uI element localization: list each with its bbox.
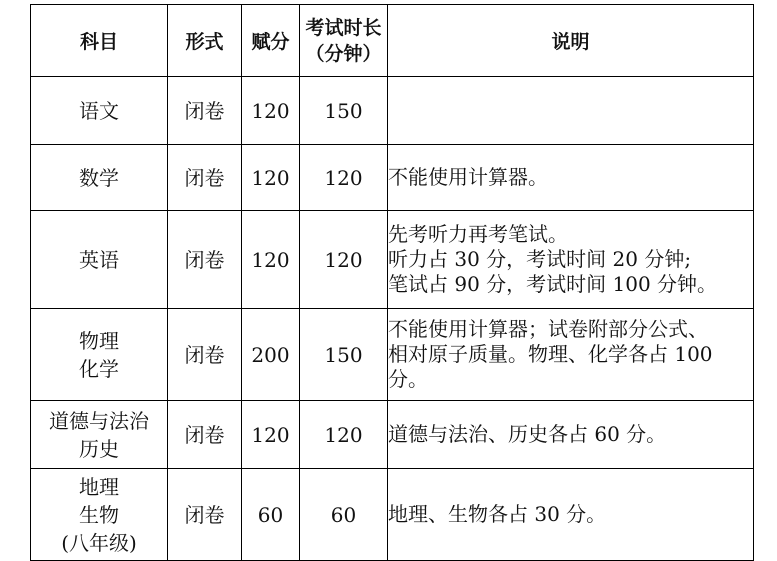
cell-format: 闭卷	[168, 145, 242, 211]
cell-subject	[31, 77, 168, 145]
cell-score: 120	[242, 401, 300, 469]
header-score: 赋分	[242, 5, 300, 77]
cell-format: 闭卷	[168, 77, 242, 145]
cell-notes	[388, 211, 754, 309]
note-line: 不能使用计算器。	[388, 165, 548, 189]
cell-format: 闭卷	[168, 401, 242, 469]
cell-score: 60	[242, 469, 300, 561]
subject-line: 地理	[79, 474, 119, 499]
header-duration-line2: （分钟）	[305, 42, 382, 65]
table-row	[31, 469, 754, 561]
cell-score: 120	[242, 77, 300, 145]
subject-line: 生物	[79, 502, 119, 527]
note-line: 地理、生物各占 30 分。	[388, 502, 607, 526]
cell-score: 120	[242, 211, 300, 309]
header-duration	[300, 5, 388, 77]
cell-duration: 150	[300, 309, 388, 401]
cell-subject	[31, 145, 168, 211]
subject-line: 物理	[79, 328, 119, 353]
note-line: 相对原子质量。物理、化学各占 100	[388, 342, 713, 366]
table-row	[31, 309, 754, 401]
note-line: 听力占 30 分，考试时间 20 分钟;	[388, 247, 692, 271]
cell-score: 200	[242, 309, 300, 401]
cell-notes	[388, 469, 754, 561]
subject-line: 历史	[79, 436, 119, 461]
cell-format: 闭卷	[168, 309, 242, 401]
cell-format: 闭卷	[168, 469, 242, 561]
cell-duration: 120	[300, 211, 388, 309]
subject-line: 道德与法治	[49, 408, 149, 433]
cell-subject	[31, 401, 168, 469]
note-line: 先考听力再考笔试。	[388, 222, 568, 246]
cell-subject	[31, 469, 168, 561]
note-line: 分。	[388, 367, 428, 391]
cell-subject	[31, 309, 168, 401]
header-format: 形式	[168, 5, 242, 77]
cell-subject	[31, 211, 168, 309]
table-row	[31, 211, 754, 309]
cell-notes	[388, 145, 754, 211]
cell-duration: 60	[300, 469, 388, 561]
cell-duration: 120	[300, 401, 388, 469]
cell-format: 闭卷	[168, 211, 242, 309]
cell-notes	[388, 401, 754, 469]
header-subject: 科目	[31, 5, 168, 77]
exam-schedule-table	[30, 4, 754, 561]
cell-duration: 120	[300, 145, 388, 211]
table-body	[31, 77, 754, 561]
table-row	[31, 145, 754, 211]
cell-notes	[388, 309, 754, 401]
subject-line: 数学	[79, 165, 119, 190]
header-notes: 说明	[388, 5, 754, 77]
cell-duration: 150	[300, 77, 388, 145]
table-header-row	[31, 5, 754, 77]
table-row	[31, 77, 754, 145]
subject-line: 英语	[79, 247, 119, 272]
note-line: 不能使用计算器；试卷附部分公式、	[388, 317, 708, 341]
subject-line: 语文	[79, 98, 119, 123]
subject-line: 化学	[79, 356, 119, 381]
subject-line: (八年级)	[61, 530, 137, 555]
table-row	[31, 401, 754, 469]
cell-notes	[388, 77, 754, 145]
cell-score: 120	[242, 145, 300, 211]
header-duration-line1: 考试时长	[305, 16, 382, 39]
note-line: 道德与法治、历史各占 60 分。	[388, 422, 667, 446]
note-line: 笔试占 90 分，考试时间 100 分钟。	[388, 272, 718, 296]
